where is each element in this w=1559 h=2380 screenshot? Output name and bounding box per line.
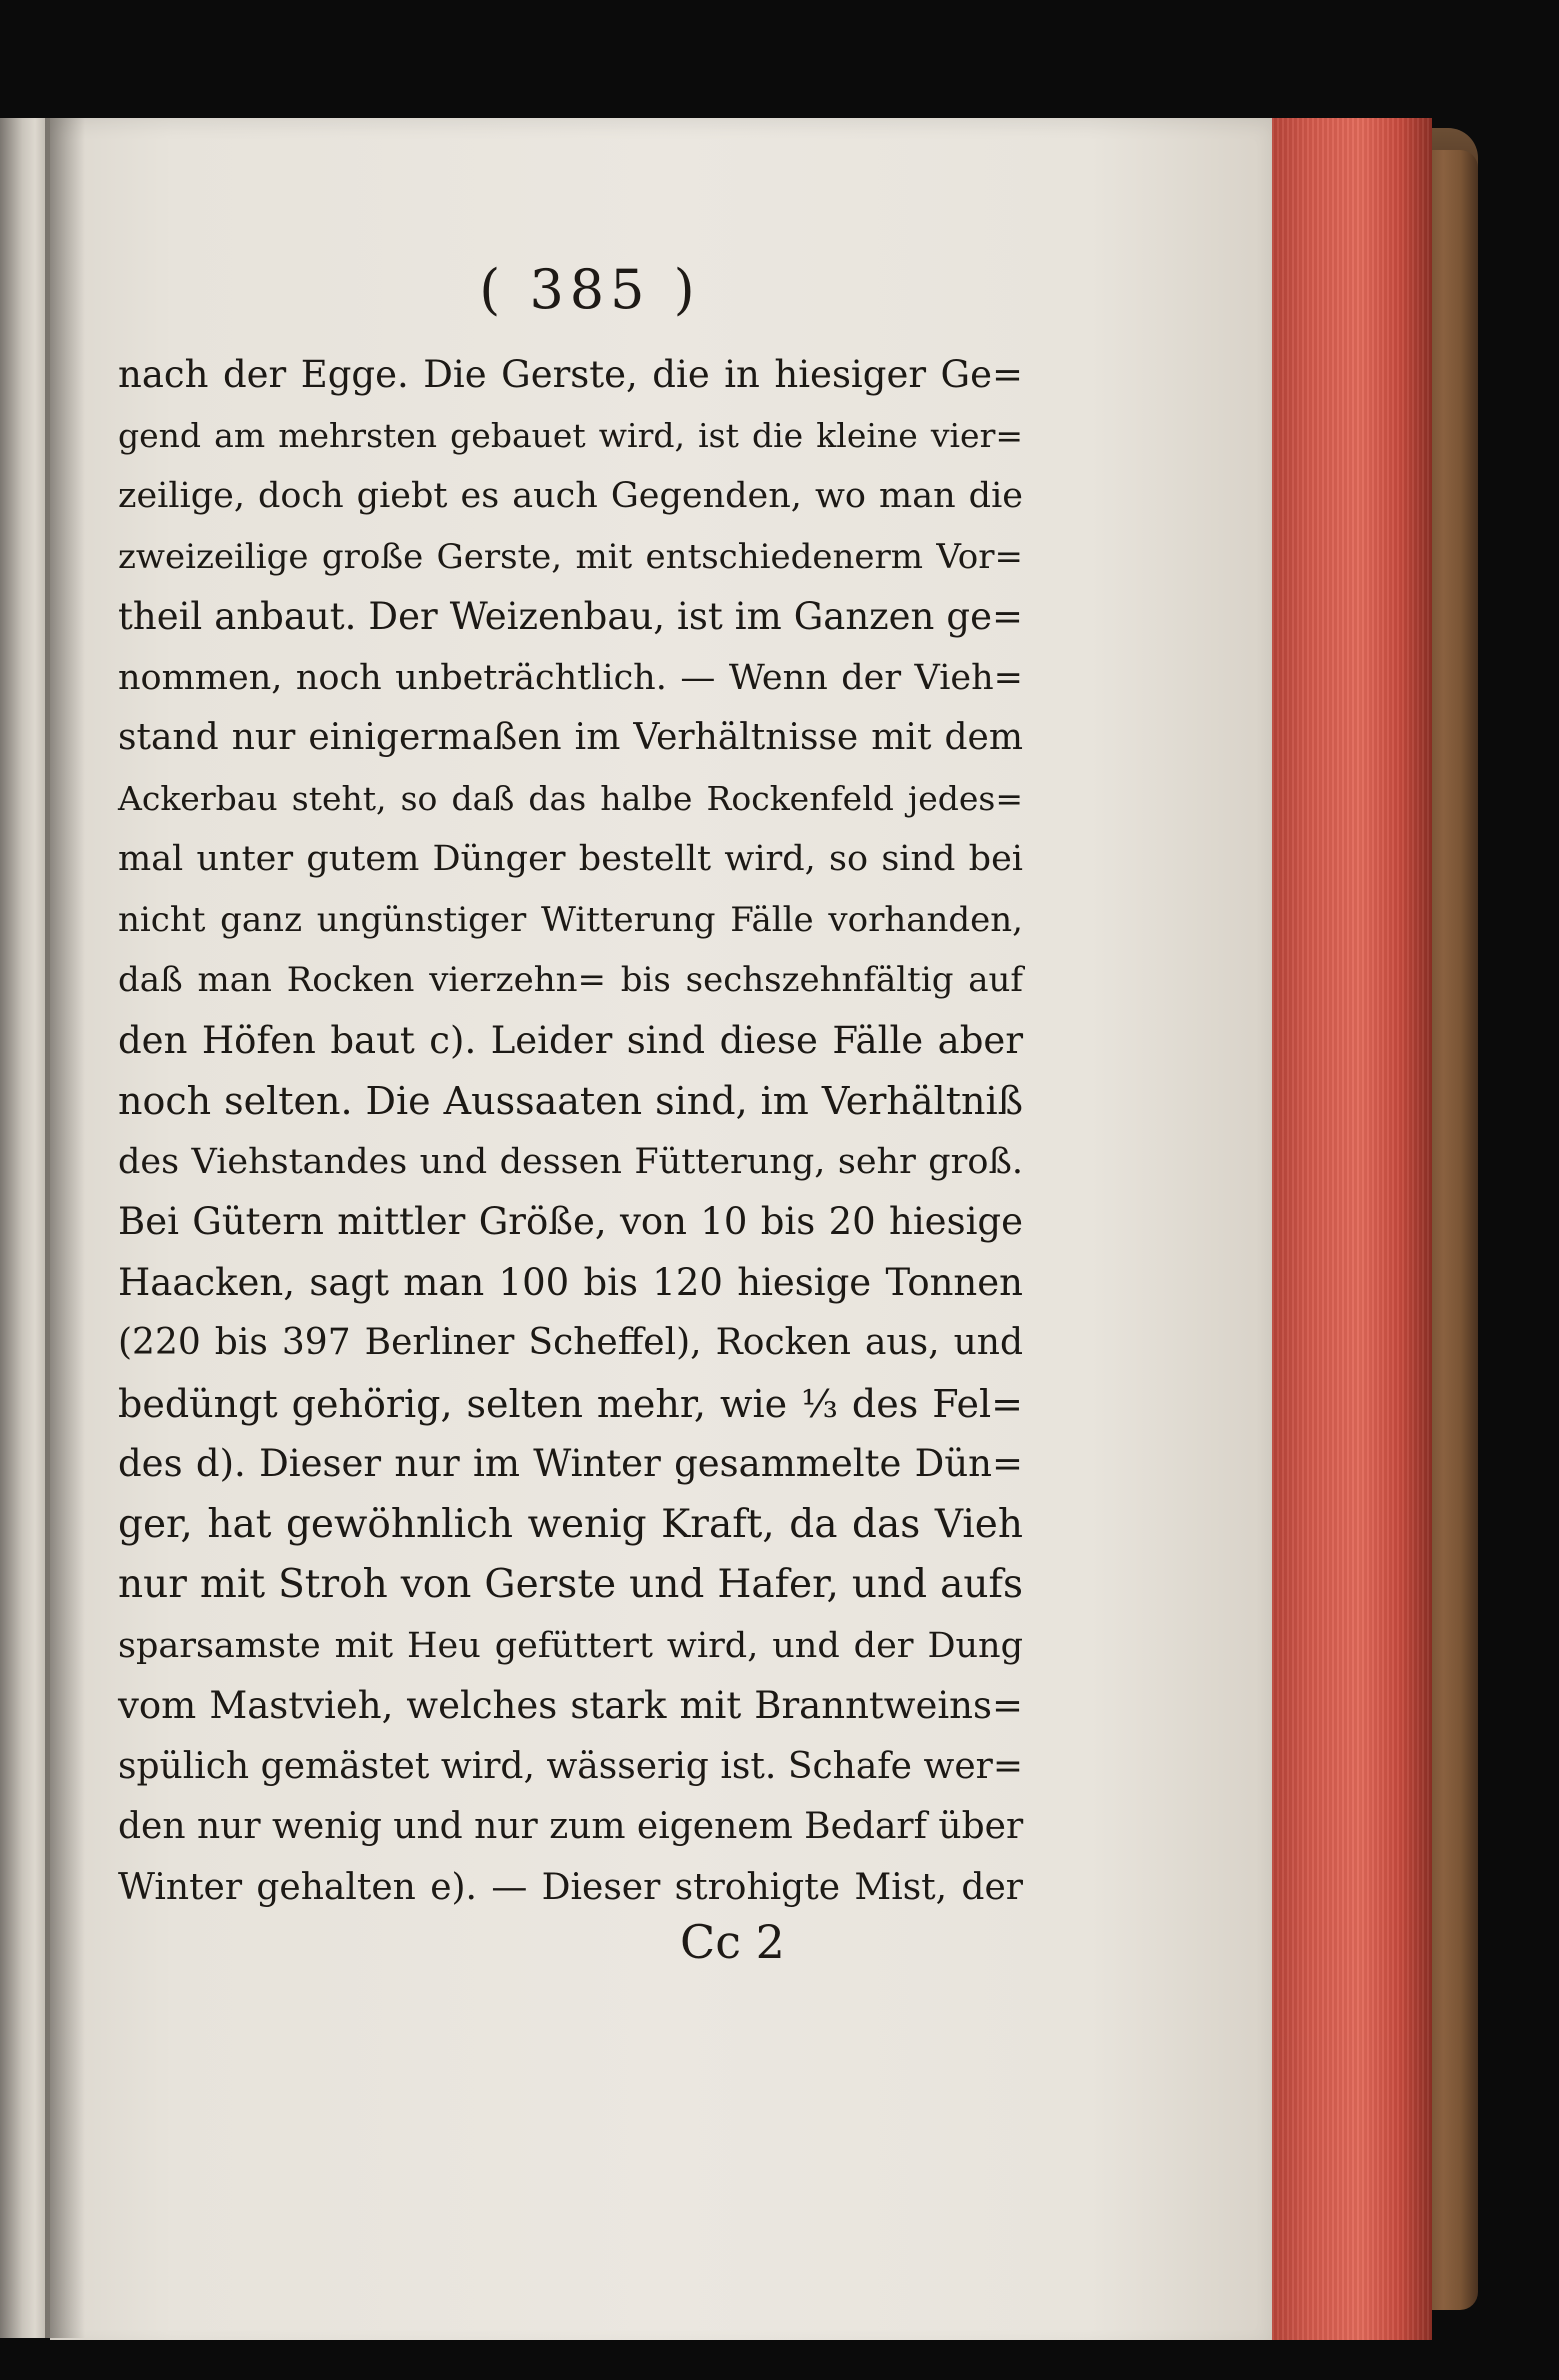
text-line: Bei Gütern mittler Größe, von 10 bis 20 hiesige <box>118 1200 1023 1243</box>
text-line: Haacken, sagt man 100 bis 120 hiesige Tonnen <box>118 1260 1023 1304</box>
text-line: Winter gehalten e). — Dieser strohigte Mist, der <box>118 1866 1023 1908</box>
text-line: des Viehstandes und dessen Fütterung, sehr groß. <box>118 1141 1023 1182</box>
text-line: (220 bis 397 Berliner Scheffel), Rocken aus, und <box>118 1322 1023 1363</box>
text-line: Ackerbau steht, so daß das halbe Rockenfeld jedes= <box>118 778 1023 818</box>
text-line: den Höfen baut c). Leider sind diese Fälle aber <box>118 1018 1023 1062</box>
text-line: vom Mastvieh, welches stark mit Branntweins= <box>118 1684 1023 1727</box>
text-line: nur mit Stroh von Gerste und Hafer, und aufs <box>118 1562 1023 1607</box>
text-line: nicht ganz ungünstiger Witterung Fälle vorhanden, <box>118 899 1023 940</box>
body-text <box>118 345 1023 1918</box>
text-line: nach der Egge. Die Gerste, die in hiesiger Ge= <box>118 353 1023 396</box>
text-line: daß man Rocken vierzehn= bis sechszehnfältig auf <box>118 960 1023 1000</box>
text-line: sparsamste mit Heu gefüttert wird, und der Dung <box>118 1625 1023 1666</box>
page-edge-texture <box>1272 118 1432 2340</box>
text-line: stand nur einigermaßen im Verhältnisse mit dem <box>118 717 1023 758</box>
text-line: nommen, noch unbeträchtlich. — Wenn der Vieh= <box>118 657 1023 698</box>
text-line: spülich gemästet wird, wässerig ist. Schafe wer= <box>118 1745 1023 1787</box>
text-line: theil anbaut. Der Weizenbau, ist im Ganzen ge= <box>118 595 1023 638</box>
text-line: des d). Dieser nur im Winter gesammelte Dün= <box>118 1442 1023 1485</box>
text-line: bedüngt gehörig, selten mehr, wie ⅓ des Fel= <box>118 1381 1023 1426</box>
signature-mark: Cc 2 <box>680 1915 785 1969</box>
text-line: ger, hat gewöhnlich wenig Kraft, da das Vieh <box>118 1501 1023 1547</box>
gutter-shadow <box>45 118 85 2338</box>
text-line: mal unter gutem Dünger bestellt wird, so sind bei <box>118 839 1023 879</box>
page-number: ( 385 ) <box>479 258 701 321</box>
text-line: gend am mehrsten gebauet wird, ist die kleine vier= <box>118 415 1023 455</box>
text-line: den nur wenig und nur zum eigenem Bedarf über <box>118 1806 1024 1847</box>
text-line: noch selten. Die Aussaaten sind, im Verhältniß <box>118 1079 1023 1123</box>
text-line: zweizeilige große Gerste, mit entschiedenerm Vor= <box>118 536 1023 577</box>
left-page-edge <box>0 118 50 2338</box>
text-line: zeilige, doch giebt es auch Gegenden, wo man die <box>118 476 1023 516</box>
